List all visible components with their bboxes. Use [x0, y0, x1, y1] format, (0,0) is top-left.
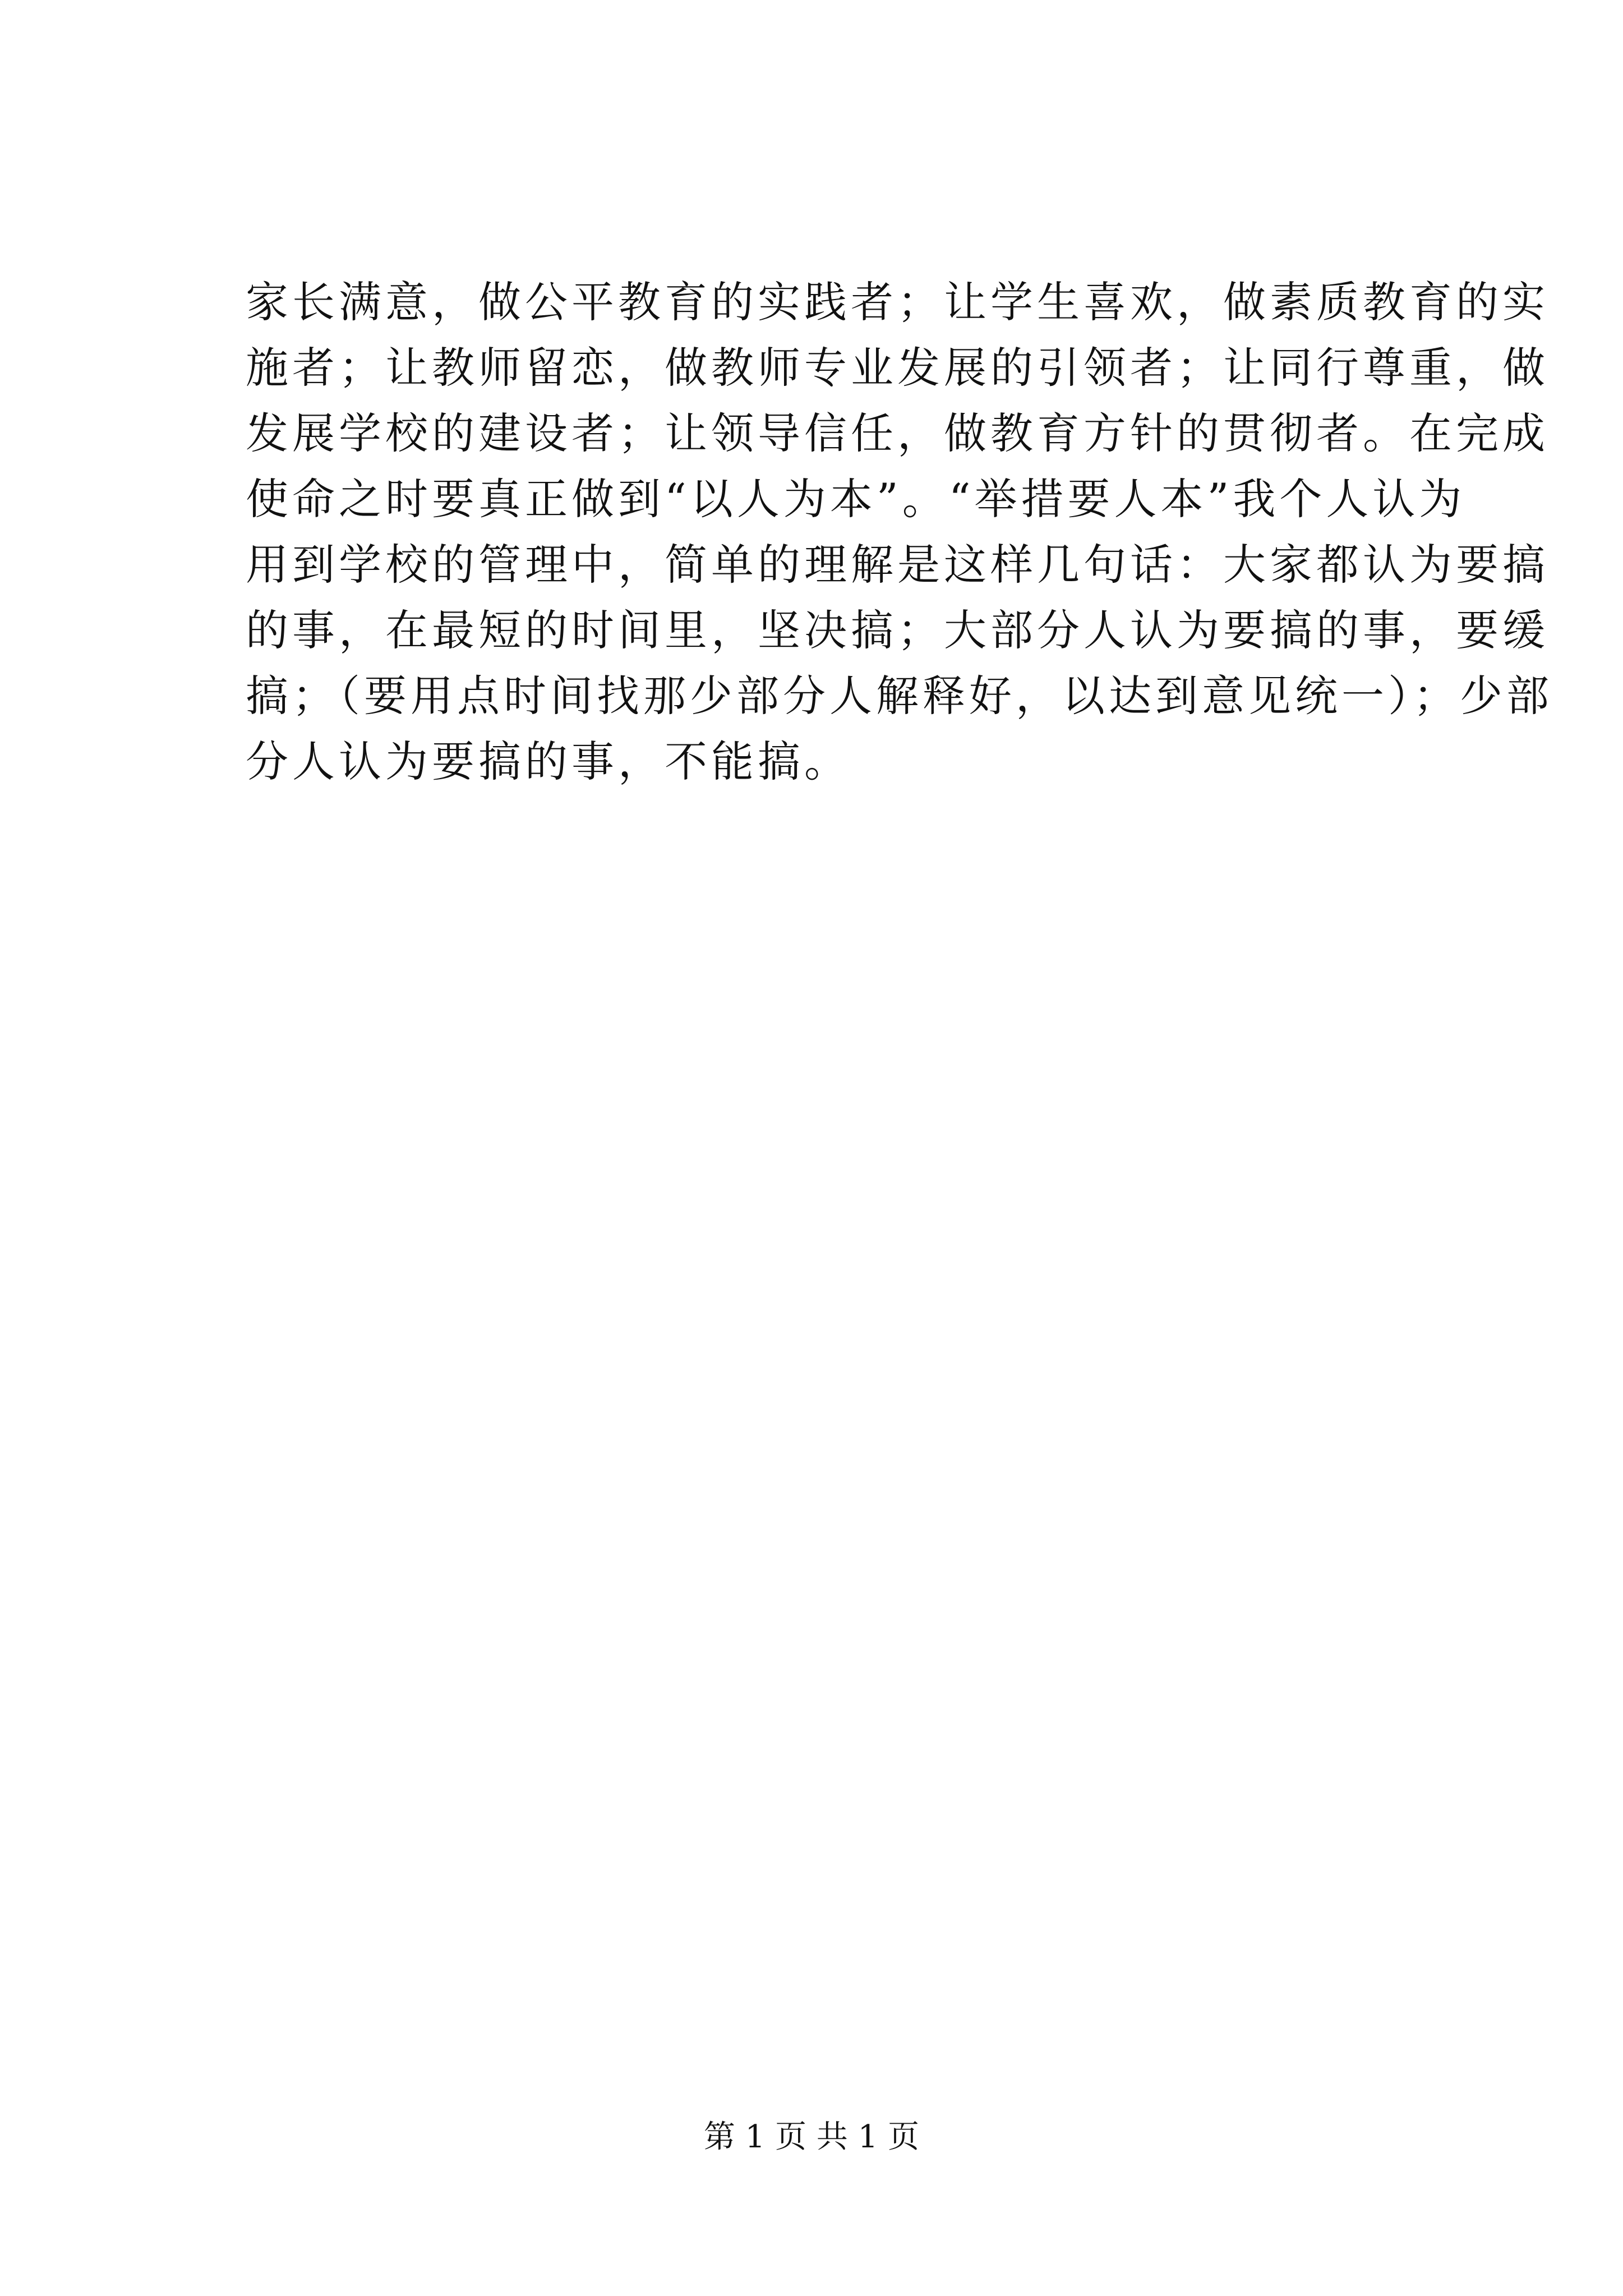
paragraph-line: 用到学校的管理中，简单的理解是这样几句话：大家都认为要搞: [246, 540, 1549, 590]
paragraph-line: 的事，在最短的时间里，坚决搞；大部分人认为要搞的事，要缓: [246, 605, 1549, 655]
page-number-footer: 第 1 页 共 1 页: [703, 2119, 920, 2155]
paragraph-line: 分人认为要搞的事，不能搞。: [246, 737, 851, 786]
paragraph-line: 使命之时要真正做到“以人为本”。“举措要人本”我个人认为: [246, 474, 1466, 524]
paragraph-line: 家长满意，做公平教育的实践者；让学生喜欢，做素质教育的实: [246, 277, 1549, 327]
paragraph-line: 搞；（要用点时间找那少部分人解释好，以达到意见统一）；少部: [246, 671, 1553, 721]
paragraph-line: 发展学校的建设者；让领导信任，做教育方针的贯彻者。在完成: [246, 408, 1549, 458]
paragraph-line: 施者；让教师留恋，做教师专业发展的引领者；让同行尊重，做: [246, 343, 1549, 393]
body-paragraph: [246, 269, 1553, 794]
